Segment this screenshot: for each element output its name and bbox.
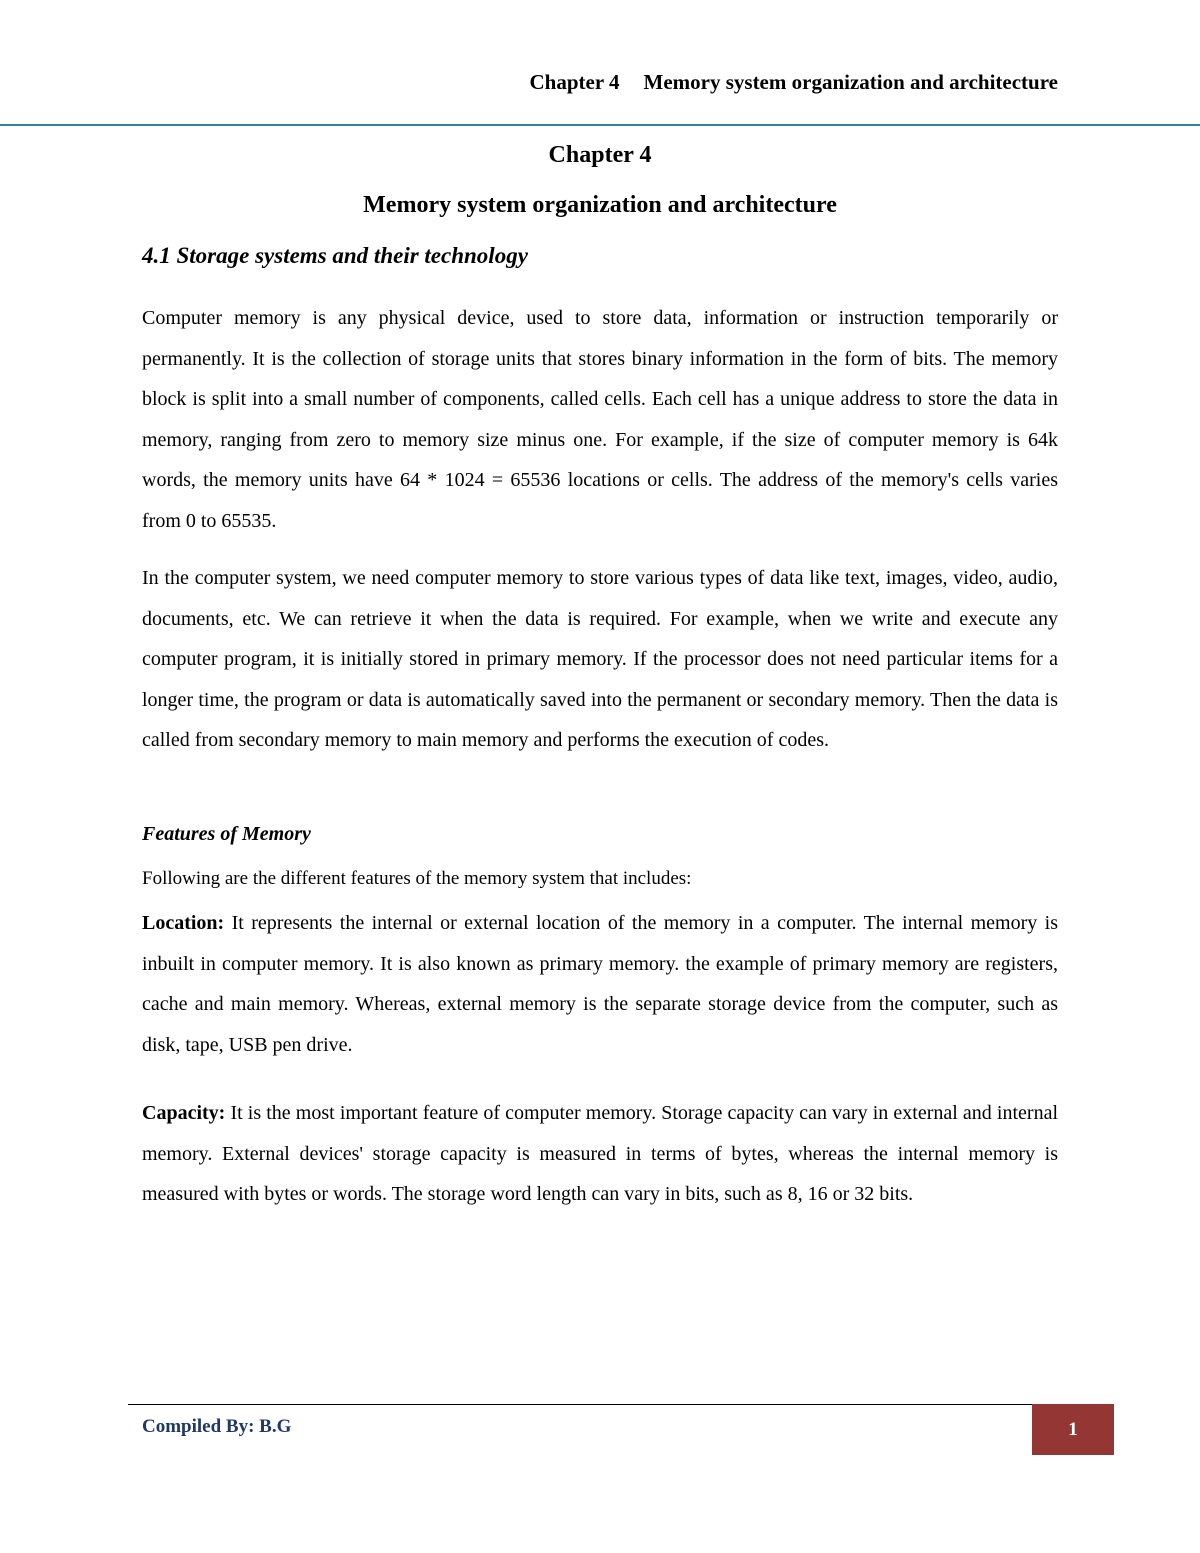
- header-chapter-label: Chapter 4: [529, 70, 620, 94]
- header-chapter-name: Memory system organization and architecture: [643, 70, 1058, 94]
- feature-location-text: It represents the internal or external location of the memory in a computer. The internal memory is inbuilt in computer memory. It is also known as primary memory. the example of primary memory are registers, cache and main memory. Whereas, external memory is the separate storage device from the computer, such as disk, tape, USB pen drive.: [142, 912, 1058, 1056]
- header-divider: [0, 124, 1200, 126]
- features-intro: Following are the different features of the memory system that includes:: [142, 868, 692, 889]
- feature-capacity-paragraph: [142, 1093, 1058, 1215]
- feature-location-term: Location:: [142, 912, 225, 934]
- feature-capacity-term: Capacity:: [142, 1102, 226, 1124]
- section-paragraph-2: In the computer system, we need computer memory to store various types of data like text, images, video, audio, documents, etc. We can retrieve it when the data is required. For example, when we write and execute any computer program, it is initially stored in primary memory. If the processor does not need particular items for a longer time, the program or data is automatically saved into the permanent or secondary memory. Then the data is called from secondary memory to main memory and performs the execution of codes.: [142, 567, 1058, 752]
- section-heading: 4.1 Storage systems and their technology: [142, 243, 528, 268]
- footer-compiled-by: Compiled By: B.G: [142, 1416, 292, 1437]
- running-header: [529, 70, 1058, 95]
- section-paragraph-1: Computer memory is any physical device, used to store data, information or instruction temporarily or permanently. It is the collection of storage units that stores binary information in the form of bits. The memory block is split into a small number of components, called cells. Each cell has a unique address to store the data in memory, ranging from zero to memory size minus one. For example, if the size of computer memory is 64k words, the memory units have 64 * 1024 = 65536 locations or cells. The address of the memory's cells varies from 0 to 65535.: [142, 307, 1058, 532]
- feature-location-paragraph: [142, 903, 1058, 1065]
- page-number: 1: [1068, 1418, 1078, 1440]
- chapter-title: Chapter 4: [548, 142, 652, 168]
- feature-capacity-text: It is the most important feature of computer memory. Storage capacity can vary in external and internal memory. External devices' storage capacity is measured in terms of bytes, whereas the internal memory is measured with bytes or words. The storage word length can vary in bits, such as 8, 16 or 32 bits.: [142, 1102, 1058, 1206]
- features-heading: Features of Memory: [142, 823, 311, 845]
- footer-divider: [128, 1404, 1032, 1405]
- chapter-subtitle: Memory system organization and architecture: [363, 192, 837, 218]
- page-number-badge: [1032, 1404, 1114, 1455]
